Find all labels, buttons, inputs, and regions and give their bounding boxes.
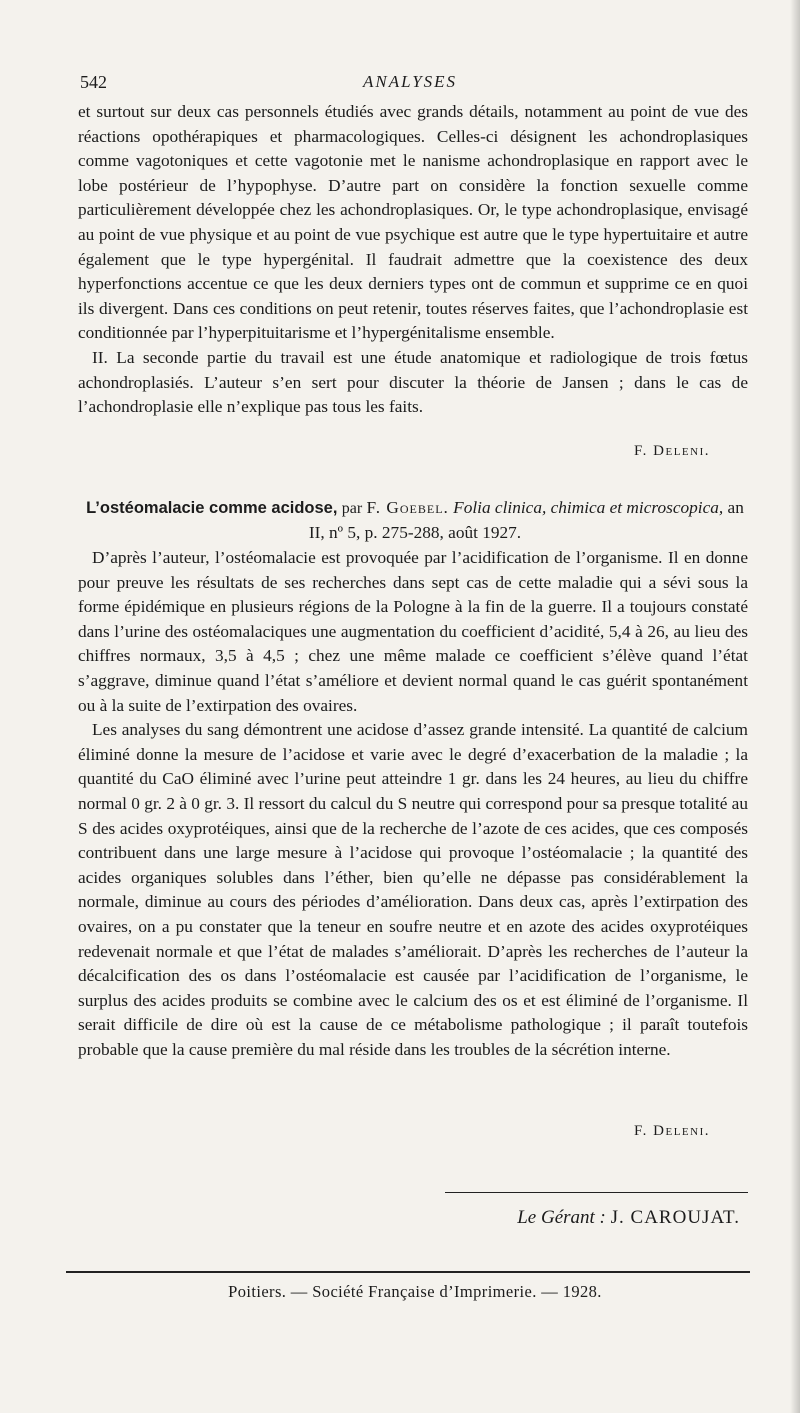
divider — [445, 1192, 748, 1193]
review-continuation — [78, 100, 748, 420]
printer-imprint: Poitiers. — Société Française d’Imprimerie. — 1928. — [228, 1282, 602, 1301]
article-details: an II, nº 5, p. 275-288, août 1927. — [308, 498, 744, 542]
running-title: ANALYSES — [362, 72, 458, 91]
article-heading — [80, 496, 750, 545]
paragraph: D’après l’auteur, l’ostéomalacie est provoquée par l’acidification de l’organisme. Il en donne pour preuve les résultats de ses recherches dans sept cas de cette maladie qui a sévi sous la forme épidémique en plusieurs régions de la Pologne à la fin de la guerre. Il a toujours constaté dans l’urine des ostéomalaciques une augmentation du coefficient d’acidité, 5,4 à 26, au lieu des chiffres normaux, 3,5 à 4,5 ; chez une même malade ce coefficient s’élève quand l’état s’aggrave, diminue quand l’état s’améliore et devient normal quand le cas guérit spontanément ou à la suite de l’extirpation des ovaires. — [78, 548, 748, 715]
divider — [66, 1271, 750, 1273]
reviewer-signature: F. Deleni. — [634, 1123, 710, 1139]
page-edge-shadow — [790, 0, 800, 1413]
gerant-line — [440, 1207, 740, 1229]
review-body — [78, 546, 748, 1062]
page-number: 542 — [80, 72, 107, 92]
article-journal: Folia clinica, chimica et microscopica, — [453, 498, 724, 517]
gerant-name: J. CAROUJAT. — [610, 1207, 740, 1228]
reviewer-signature: F. Deleni. — [634, 443, 710, 459]
gerant-label: Le Gérant : — [517, 1207, 606, 1228]
article-title: L’ostéomalacie comme acidose, — [86, 499, 338, 517]
page-header — [80, 72, 740, 96]
paragraph: et surtout sur deux cas personnels étudiés avec grands détails, notamment au point de vue des réactions opothérapiques et pharmacologiques. Celles-ci désignent les achondroplasiques comme vagotoniques et cette vagotonie met le nanisme achondroplasique en rapport avec le lobe postérieur de l’hypophyse. D’autre part on considère la fonction sexuelle comme particulièrement développée chez les achondroplasiques. Or, le type achondroplasique, envisagé au point de vue physique et au point de vue psychique est autre que le type hypertuitaire et autre également que le type hypergénital. Il faudrait admettre que la coexistence des deux hyperfonctions accentue ce que les deux derniers types ont de commun et supprime ce en quoi ils divergent. Dans ces conditions on peut retenir, toutes réserves faites, que l’achondroplasie est conditionnée par l’hyperpituitarisme et l’hypergénitalisme ensemble. — [78, 102, 748, 343]
paragraph: II. La seconde partie du travail est une étude anatomique et radiologique de trois fœtus achondroplasiés. L’auteur s’en sert pour discuter la théorie de Jansen ; dans le cas de l’achondroplasie elle n’explique pas tous les faits. — [78, 347, 748, 417]
article-by: par — [341, 500, 363, 517]
paragraph: Les analyses du sang démontrent une acidose d’assez grande intensité. La quantité de calcium éliminé donne la mesure de l’acidose et varie avec le degré d’exacerbation de la maladie ; la quantité du CaO éliminé avec l’urine peut atteindre 1 gr. dans les 24 heures, au lieu du chiffre normal 0 gr. 2 à 0 gr. 3. Il ressort du calcul du S neutre qui correspond pour sa presque totalité au S des acides oxyprotéiques, ainsi que de la recherche de l’azote de ces acides, que ces composés contribuent dans une large mesure à l’acidose qui provoque l’ostéomalacie ; la quantité des acides organiques solubles dans l’éther, bien qu’elle ne dépasse pas considérablement la normale, diminue au cours des périodes d’amélioration. Dans deux cas, après l’extirpation des ovaires, on a pu constater que la teneur en soufre neutre et en azote des acides oxyprotéiques redevenait normale et que l’état de malades s’améliorait. D’après les recherches de l’auteur la décalcification des os dans l’ostéomalacie est causée par l’acidification de l’organisme, le surplus des acides produits se combine avec le calcium des os et est éliminé de l’organisme. Il serait difficile de dire où est la cause de ce métabolisme pathologique ; il paraît toutefois probable que la cause première du mal réside dans les troubles de la sécrétion interne. — [78, 720, 748, 1059]
article-author: F. Goebel. — [366, 498, 449, 517]
